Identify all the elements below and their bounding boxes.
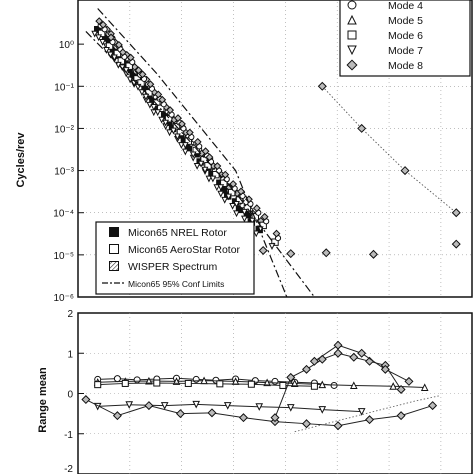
mode-legend-marker [348, 31, 356, 39]
bottom-data-point [193, 376, 199, 382]
bottom-y-axis-label: Range mean [37, 367, 49, 433]
bottom-data-point [95, 382, 101, 388]
mode-legend-label: Mode 8 [388, 60, 424, 72]
top-y-tick-label: 10⁻² [54, 124, 74, 136]
bottom-data-point [122, 380, 128, 386]
top-y-tick-label: 10⁰ [58, 40, 74, 52]
mode-legend-label: Mode 7 [388, 45, 424, 57]
rotor-legend-marker [110, 228, 119, 237]
mode-legend-label: Mode 5 [388, 15, 424, 27]
bottom-data-point [154, 380, 160, 386]
bottom-y-tick-label: 1 [67, 349, 73, 361]
bottom-y-tick-label: -1 [64, 429, 73, 441]
bottom-y-tick-label: -2 [64, 464, 73, 474]
rotor-legend-label: Micon65 AeroStar Rotor [128, 244, 241, 256]
top-y-tick-label: 10⁻⁴ [53, 208, 74, 220]
bottom-data-point [272, 378, 278, 384]
bottom-data-point [248, 381, 254, 387]
bottom-data-point [114, 376, 120, 382]
rotor-legend-marker [110, 262, 119, 271]
top-y-tick-label: 10⁻¹ [54, 82, 74, 94]
mode-legend [340, 0, 470, 76]
bottom-y-tick-label: 0 [67, 389, 73, 401]
bottom-data-point [280, 382, 286, 388]
bottom-data-point [217, 381, 223, 387]
rotor-legend-marker [110, 245, 119, 254]
rotor-legend-label: Micon65 95% Conf Limits [128, 279, 225, 289]
top-panel [15, 0, 472, 304]
mode-legend-marker [348, 1, 356, 9]
bottom-data-point [185, 380, 191, 386]
top-y-tick-label: 10⁻⁶ [53, 293, 74, 304]
bottom-data-point [311, 383, 317, 389]
top-y-tick-label: 10⁻³ [54, 166, 74, 178]
bottom-panel [37, 309, 472, 474]
rotor-legend [96, 222, 254, 294]
rotor-legend-label: Micon65 NREL Rotor [128, 227, 227, 239]
mode-legend-label: Mode 6 [388, 30, 424, 42]
top-y-tick-label: 10⁻⁵ [53, 250, 74, 262]
bottom-data-point [134, 377, 140, 383]
rotor-legend-label: WISPER Spectrum [128, 261, 218, 273]
top-y-axis-label: Cycles/rev [15, 132, 27, 188]
mode-legend-label: Mode 4 [388, 0, 424, 12]
bottom-y-tick-label: 2 [67, 309, 73, 320]
